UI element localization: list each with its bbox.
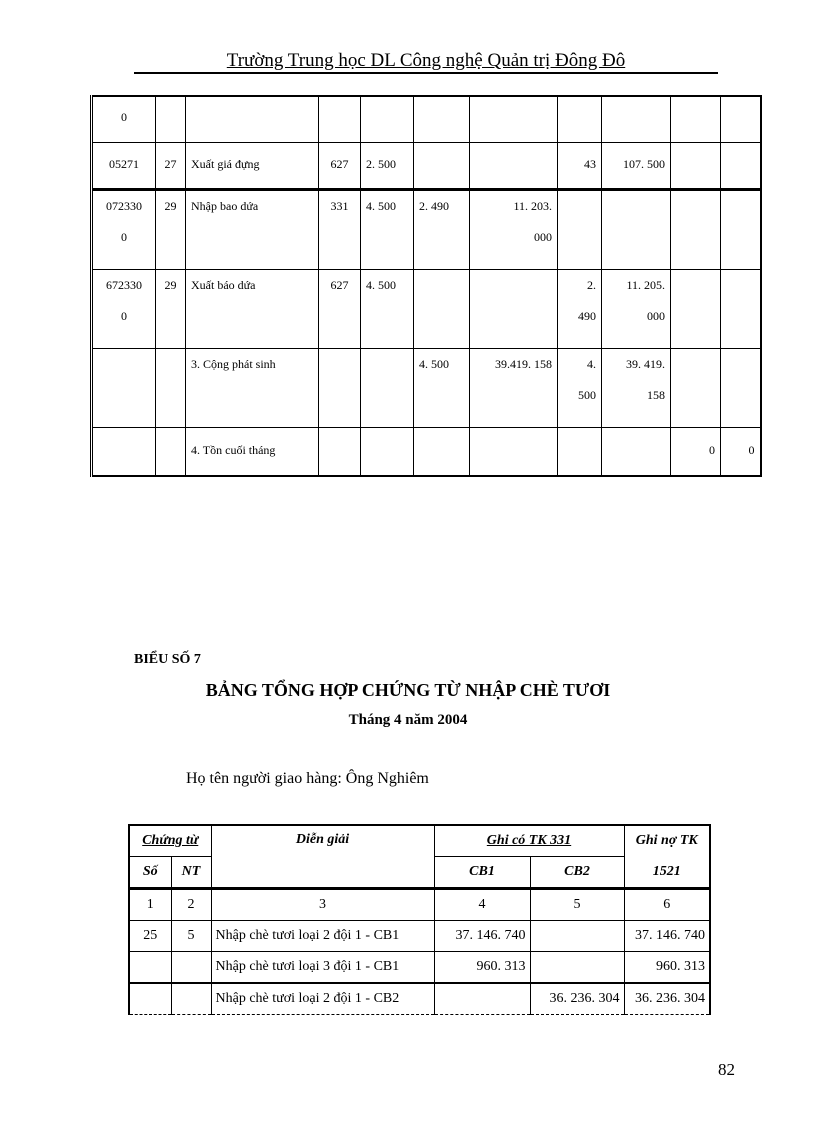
- cell-ngay: [156, 190, 186, 270]
- header-tk1521: 1521: [624, 857, 710, 889]
- ledger-row: [92, 143, 761, 190]
- cell-so-chung-tu: [92, 428, 156, 477]
- cell-so: 25: [129, 921, 171, 952]
- cell-ton-sl: [671, 428, 721, 477]
- cell-text: 4. Tồn cuối tháng: [191, 443, 276, 457]
- summary-table: [128, 824, 711, 1015]
- cell-text: 27: [164, 157, 177, 171]
- cell-cb2: [530, 952, 624, 984]
- cell-text: 331: [330, 199, 349, 213]
- cell-text: Xuất báo dứa: [191, 278, 256, 292]
- cell-ton-tt: [721, 190, 761, 270]
- header-cb1: CB1: [434, 857, 530, 889]
- report-title: BẢNG TỔNG HỢP CHỨNG TỪ NHẬP CHÈ TƯƠI: [205, 680, 611, 700]
- cell-text: 29: [164, 199, 177, 213]
- cell-text: 000: [534, 230, 552, 244]
- cell-nhap-sl: [414, 428, 470, 477]
- index-cell: 5: [530, 889, 624, 921]
- cell-nhap-tt: [470, 349, 558, 428]
- cell-text: 4. 500: [366, 199, 396, 213]
- report-subtitle: Tháng 4 năm 2004: [348, 712, 468, 728]
- cell-ton-tt: [721, 96, 761, 143]
- cell-don-gia: [361, 96, 414, 143]
- ledger-row: [92, 349, 761, 428]
- cell-nhap-sl: [414, 349, 470, 428]
- cell-nhap-sl: [414, 96, 470, 143]
- cell-text: 2.: [587, 278, 596, 292]
- cell-ghi-no: 36. 236. 304: [624, 983, 710, 1015]
- cell-nhap-sl: [414, 143, 470, 190]
- cell-ngay: [156, 96, 186, 143]
- cell-text: 29: [164, 278, 177, 292]
- cell-dien-giai: [186, 428, 319, 477]
- cell-text: Xuất giá đựng: [191, 157, 260, 171]
- cell-tk-doi-ung: [319, 349, 361, 428]
- cell-text: Nhập bao dứa: [191, 199, 259, 213]
- cell-so: [129, 952, 171, 984]
- cell-text: 0: [121, 110, 127, 124]
- cell-text: 39. 419.: [626, 357, 665, 371]
- cell-xuat-sl: [558, 143, 602, 190]
- ledger-row: [92, 428, 761, 477]
- cell-text: 107. 500: [623, 157, 665, 171]
- cell-don-gia: [361, 428, 414, 477]
- cell-ton-sl: [671, 349, 721, 428]
- cell-nhap-tt: [470, 143, 558, 190]
- cell-text: 0: [709, 443, 715, 457]
- cell-xuat-sl: [558, 270, 602, 349]
- cell-text: 0: [748, 443, 755, 457]
- table-row: [129, 952, 710, 984]
- cell-ton-sl: [671, 270, 721, 349]
- cell-text: 11. 203.: [513, 199, 552, 213]
- cell-text: 39.419. 158: [495, 357, 552, 371]
- deliverer-line: Họ tên người giao hàng: Ông Nghiêm: [186, 770, 429, 787]
- cell-cb2: [530, 921, 624, 952]
- cell-tk-doi-ung: [319, 428, 361, 477]
- header-dien-giai: Diễn giải: [211, 825, 434, 889]
- cell-so-chung-tu: [92, 96, 156, 143]
- cell-dien-giai: [186, 270, 319, 349]
- cell-dien-giai: Nhập chè tươi loại 2 đội 1 - CB1: [211, 921, 434, 952]
- cell-dien-giai: [186, 143, 319, 190]
- cell-nhap-sl: [414, 190, 470, 270]
- cell-xuat-sl: [558, 428, 602, 477]
- cell-don-gia: [361, 349, 414, 428]
- ledger-table: [90, 95, 762, 477]
- index-cell: 2: [171, 889, 211, 921]
- ledger-row: [92, 190, 761, 270]
- cell-text: 000: [647, 309, 665, 323]
- cell-xuat-tt: [602, 428, 671, 477]
- header-ghi-co: Ghi có TK 331: [434, 825, 624, 857]
- cell-nt: [171, 983, 211, 1015]
- cell-nt: 5: [171, 921, 211, 952]
- school-name: Trường Trung học DL Công nghệ Quản trị Đông Đô: [226, 50, 626, 71]
- cell-text: 43: [584, 157, 596, 171]
- cell-cb2: 36. 236. 304: [530, 983, 624, 1015]
- header-chung-tu: Chứng từ: [129, 825, 211, 857]
- cell-text: 4. 500: [419, 357, 449, 371]
- table-row: [129, 983, 710, 1015]
- cell-text: 158: [647, 388, 665, 402]
- cell-text: 3. Cộng phát sinh: [191, 357, 276, 371]
- cell-text: 672330: [106, 278, 142, 292]
- cell-xuat-sl: [558, 96, 602, 143]
- cell-tk-doi-ung: [319, 143, 361, 190]
- cell-xuat-tt: [602, 143, 671, 190]
- header-cb2: CB2: [530, 857, 624, 889]
- cell-text: 4. 500: [366, 278, 396, 292]
- cell-nhap-tt: [470, 270, 558, 349]
- cell-nhap-tt: [470, 190, 558, 270]
- cell-text: 0: [121, 309, 127, 323]
- cell-nhap-tt: [470, 96, 558, 143]
- cell-xuat-sl: [558, 349, 602, 428]
- cell-nhap-tt: [470, 428, 558, 477]
- cell-ton-tt: [721, 143, 761, 190]
- cell-text: 0: [121, 230, 127, 244]
- cell-text: 2. 490: [419, 199, 449, 213]
- cell-dien-giai: [186, 349, 319, 428]
- cell-text: 072330: [106, 199, 142, 213]
- header-nt: NT: [171, 857, 211, 889]
- cell-text: 4.: [587, 357, 596, 371]
- cell-so-chung-tu: [92, 270, 156, 349]
- cell-xuat-tt: [602, 190, 671, 270]
- cell-xuat-tt: [602, 349, 671, 428]
- cell-dien-giai: Nhập chè tươi loại 2 đội 1 - CB2: [211, 983, 434, 1015]
- cell-dien-giai: [186, 96, 319, 143]
- cell-ngay: [156, 349, 186, 428]
- header-ghi-no: Ghi nợ TK: [624, 825, 710, 857]
- cell-ngay: [156, 143, 186, 190]
- cell-text: 05271: [109, 157, 139, 171]
- index-cell: 3: [211, 889, 434, 921]
- cell-cb1: [434, 983, 530, 1015]
- header-so: Số: [129, 857, 171, 889]
- index-cell: 6: [624, 889, 710, 921]
- cell-xuat-tt: [602, 270, 671, 349]
- cell-text: 2. 500: [366, 157, 396, 171]
- cell-nt: [171, 952, 211, 984]
- cell-ton-sl: [671, 143, 721, 190]
- cell-so-chung-tu: [92, 190, 156, 270]
- cell-tk-doi-ung: [319, 270, 361, 349]
- cell-ton-sl: [671, 190, 721, 270]
- cell-text: 627: [330, 278, 349, 292]
- cell-tk-doi-ung: [319, 190, 361, 270]
- cell-xuat-tt: [602, 96, 671, 143]
- cell-text: 627: [330, 157, 349, 171]
- cell-dien-giai: [186, 190, 319, 270]
- page-number: 82: [718, 1060, 735, 1079]
- cell-text: 490: [578, 309, 596, 323]
- cell-ghi-no: 960. 313: [624, 952, 710, 984]
- cell-dien-giai: Nhập chè tươi loại 3 đội 1 - CB1: [211, 952, 434, 984]
- page-header: [134, 50, 718, 74]
- cell-ngay: [156, 428, 186, 477]
- table-row: [129, 921, 710, 952]
- cell-cb1: 960. 313: [434, 952, 530, 984]
- cell-xuat-sl: [558, 190, 602, 270]
- cell-cb1: 37. 146. 740: [434, 921, 530, 952]
- cell-text: 500: [578, 388, 596, 402]
- cell-tk-doi-ung: [319, 96, 361, 143]
- cell-ton-tt: [721, 270, 761, 349]
- ledger-row: [92, 270, 761, 349]
- cell-text: 11. 205.: [626, 278, 665, 292]
- ledger-row: [92, 96, 761, 143]
- cell-don-gia: [361, 143, 414, 190]
- cell-ghi-no: 37. 146. 740: [624, 921, 710, 952]
- bieu-label: BIỂU SỐ 7: [134, 652, 201, 667]
- cell-ton-sl: [671, 96, 721, 143]
- cell-ton-tt: [721, 349, 761, 428]
- index-cell: 1: [129, 889, 171, 921]
- cell-don-gia: [361, 270, 414, 349]
- index-cell: 4: [434, 889, 530, 921]
- cell-nhap-sl: [414, 270, 470, 349]
- cell-so: [129, 983, 171, 1015]
- cell-don-gia: [361, 190, 414, 270]
- cell-so-chung-tu: [92, 349, 156, 428]
- cell-ngay: [156, 270, 186, 349]
- cell-so-chung-tu: [92, 143, 156, 190]
- cell-ton-tt: [721, 428, 761, 477]
